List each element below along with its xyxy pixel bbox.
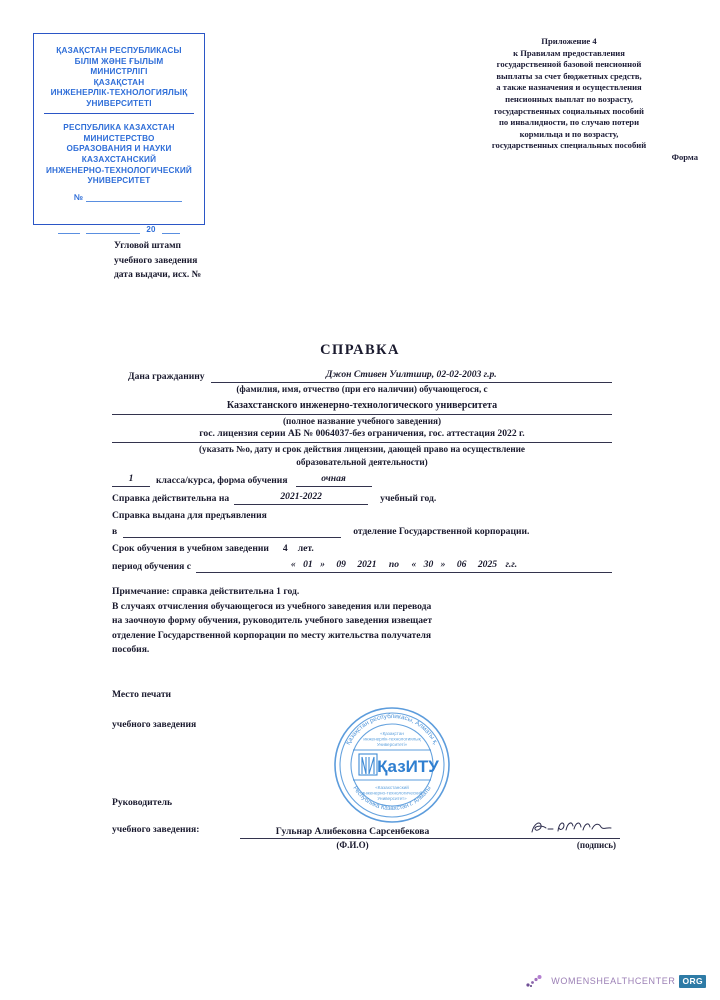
period-suffix: г.г. xyxy=(505,559,518,570)
watermark xyxy=(525,974,706,988)
seal-place-line-1: Место печати xyxy=(112,689,172,700)
valid-for-row xyxy=(112,490,612,505)
svg-text:«Казахстанский: «Казахстанский xyxy=(375,785,409,790)
signature-fields xyxy=(240,822,620,839)
annex-line-2: к Правилам предоставления xyxy=(513,47,625,58)
corner-stamp-russian-block xyxy=(34,123,204,189)
note-line-3: на заочноую форму обучения, руководитель учебного заведения извещает xyxy=(112,615,433,626)
branch-label: отделение Государственной корпорации. xyxy=(353,526,530,537)
corner-stamp-ru-line-1: РЕСПУБЛИКА КАЗАХСТАН xyxy=(63,123,175,133)
annex-line-1: Приложение 4 xyxy=(541,36,597,46)
period-from-year: 2021 xyxy=(357,559,377,570)
corner-stamp-caption-line-2: учебного заведения xyxy=(114,255,198,266)
period-quote-open-2: « xyxy=(411,559,417,570)
corner-stamp-number-row xyxy=(34,192,204,202)
corner-stamp-month-blank xyxy=(86,224,140,234)
corner-stamp-caption-line-1: Угловой штамп xyxy=(114,241,182,251)
head-of-institution-label xyxy=(112,789,199,843)
valid-for-label: Справка действительна на xyxy=(112,493,230,504)
svg-text:Республика Казахстан г. Алматы: Республика Казахстан г. Алматы xyxy=(351,784,433,813)
signature-field xyxy=(465,822,620,839)
branch-in-label: в xyxy=(112,526,118,537)
head-fio-value: Гульнар Алибековна Сарсенбекова xyxy=(240,826,465,839)
corner-stamp-kz-line-6: УНИВЕРСИТЕТІ xyxy=(86,98,152,108)
annex-reference-block xyxy=(438,36,700,164)
given-to-caption: (фамилия, имя, отчество (при его наличии) обучающегося, с xyxy=(236,384,488,394)
annex-line-5: а также назначения и осуществления xyxy=(496,82,642,93)
note-line-1: Примечание: справка действительна 1 год. xyxy=(112,586,300,597)
period-quote-open-1: « xyxy=(290,559,296,570)
period-value-group xyxy=(196,558,612,573)
institution-caption: (полное название учебного заведения) xyxy=(282,415,442,426)
certificate-body xyxy=(112,368,612,573)
corner-stamp-kazakh-block xyxy=(34,46,204,112)
given-to-row xyxy=(112,368,612,383)
signature-row xyxy=(240,822,620,850)
note-block xyxy=(112,585,612,658)
signature-caption: (подпись) xyxy=(576,840,616,850)
signature-captions xyxy=(240,840,620,850)
seal-place-line-2: учебного заведения xyxy=(112,719,197,730)
corner-stamp-kz-line-1: ҚАЗАҚСТАН РЕСПУБЛИКАСЫ xyxy=(56,46,182,55)
corner-stamp-year-blank xyxy=(162,224,180,234)
svg-text:инженерлік-технологиялық: инженерлік-технологиялық xyxy=(363,736,421,742)
corner-stamp-ru-line-5: ИНЖЕНЕРНО-ТЕХНОЛОГИЧЕСКИЙ xyxy=(45,165,193,175)
corner-stamp-number-label: № xyxy=(73,192,84,202)
corner-stamp-ru-line-3: ОБРАЗОВАНИЯ И НАУКИ xyxy=(66,144,172,154)
annex-line-4: выплаты за счет бюджетных средств, xyxy=(496,70,642,81)
corner-stamp-kz-line-4: ҚАЗАҚСТАН xyxy=(93,77,145,87)
note-line-5: пособия. xyxy=(112,644,150,655)
license-caption-line-2: образовательной деятельности) xyxy=(296,456,428,467)
watermark-org-badge: ORG xyxy=(679,975,706,988)
corner-stamp-ru-line-6: УНИВЕРСИТЕТ xyxy=(87,176,151,186)
course-row xyxy=(112,472,612,487)
note-line-4: отделение Государственной корпорации по месту жительства получателя xyxy=(112,629,432,641)
corner-stamp-caption-line-3: дата выдачи, исх. № xyxy=(114,270,202,280)
corner-stamp-ru-line-2: МИНИСТЕРСТВО xyxy=(83,133,155,143)
corner-stamp-day-blank xyxy=(58,224,80,234)
watermark-text: WOMENSHEALTHCENTER xyxy=(551,976,676,986)
annex-line-7: государственных социальных пособий xyxy=(494,105,644,116)
corner-stamp-kz-line-2: БІЛІМ ЖӘНЕ ҒЫЛЫМ xyxy=(74,56,164,66)
duration-row xyxy=(112,542,612,555)
page-title: СПРАВКА xyxy=(320,342,400,358)
annex-form-word: Форма xyxy=(671,151,698,162)
institution-name: Казахстанского инженерно-технологического университета xyxy=(226,399,498,411)
course-label: класса/курса, форма обучения xyxy=(156,474,288,486)
given-to-value: Джон Стивен Уилтшир, 02-02-2003 г.р. xyxy=(211,368,612,383)
corner-stamp-date-row xyxy=(34,224,204,234)
duration-unit: лет. xyxy=(297,542,314,554)
corner-stamp-kz-line-3: МИНИСТРЛІГІ xyxy=(90,67,148,77)
svg-text:ҚазИТУ: ҚазИТУ xyxy=(377,757,439,776)
duration-value: 4 xyxy=(282,542,288,554)
issued-for-label: Справка выдана для предъявления xyxy=(112,509,267,521)
corner-stamp-divider xyxy=(44,113,194,115)
given-to-label: Дана гражданину xyxy=(128,371,205,382)
period-middle-word: по xyxy=(388,559,400,570)
course-value: 1 xyxy=(112,472,150,487)
corner-stamp-year-label: 20 xyxy=(146,224,156,234)
period-quote-close-1: » xyxy=(320,559,325,570)
note-line-2: В случаях отчисления обучающегося из учебного заведения или перевода xyxy=(112,600,432,612)
head-label-line-2: учебного заведения: xyxy=(112,824,200,835)
head-label-line-1: Руководитель xyxy=(112,797,173,808)
license-caption-line-1: (указать №о, дату и срок действия лицензии, дающей право на осуществление xyxy=(199,444,525,454)
corner-stamp-caption xyxy=(114,239,201,283)
watermark-dots-icon xyxy=(525,974,547,988)
round-seal-graphic xyxy=(333,706,451,824)
period-quote-close-2: » xyxy=(440,559,446,570)
svg-text:«Қазақстан: «Қазақстан xyxy=(380,731,404,736)
corner-stamp xyxy=(33,33,205,234)
academic-year-value: 2021-2022 xyxy=(234,490,368,505)
period-to-year: 2025 xyxy=(477,559,498,570)
annex-line-9: кормильца и по возрасту, xyxy=(519,128,619,139)
corner-stamp-ru-line-4: КАЗАХСТАНСКИЙ xyxy=(81,154,157,164)
annex-line-3: государственной базовой пенсионной xyxy=(496,59,642,70)
branch-row xyxy=(112,525,612,538)
branch-blank xyxy=(123,526,341,538)
period-to-month: 06 xyxy=(456,559,467,570)
license-value: гос. лицензия серии АБ № 0064037-без ограничения, гос. аттестация 2022 г. xyxy=(199,428,525,439)
svg-text:Университеті»: Университеті» xyxy=(376,742,408,747)
period-row xyxy=(112,558,612,573)
duration-label: Срок обучения в учебном заведении xyxy=(112,542,269,554)
svg-text:инженерно-технологический: инженерно-технологический xyxy=(361,790,423,796)
annex-line-6: пенсионных выплат по возрасту, xyxy=(505,93,633,104)
academic-year-suffix: учебный год. xyxy=(380,493,437,504)
corner-stamp-number-blank xyxy=(86,192,182,202)
corner-stamp-kz-line-5: ИНЖЕНЕРЛІК-ТЕХНОЛОГИЯЛЫҚ xyxy=(50,88,188,98)
annex-line-8: по инвалидности, по случаю потери xyxy=(498,117,640,128)
period-label: период обучения с xyxy=(112,561,192,572)
issued-for-row xyxy=(112,509,612,522)
study-form-value: очная xyxy=(296,472,372,487)
svg-text:Университет»: Университет» xyxy=(377,796,407,801)
period-from-day: 01 xyxy=(303,559,313,570)
handwritten-signature-icon xyxy=(528,819,614,837)
annex-line-10: государственных специальных пособий xyxy=(491,140,647,151)
period-from-month: 09 xyxy=(336,559,346,570)
fio-caption: (Ф.И.О) xyxy=(336,840,369,850)
period-to-day: 30 xyxy=(423,559,434,570)
seal-place-label xyxy=(112,680,196,740)
svg-text:Қазақстан республикасы, Алматы: Қазақстан республикасы, Алматы қ. xyxy=(344,712,440,747)
university-round-seal xyxy=(333,706,451,824)
